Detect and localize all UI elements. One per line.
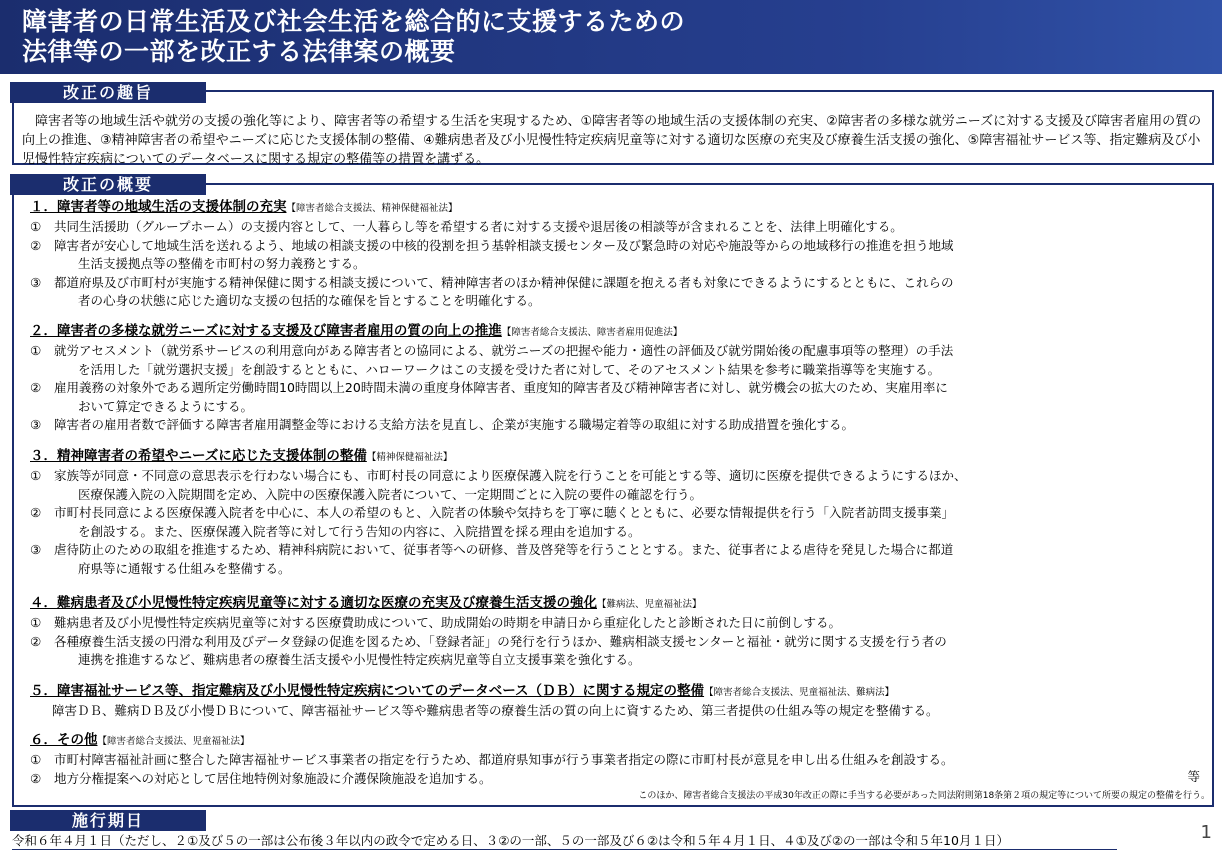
title-line-1: 障害者の日常生活及び社会生活を総合的に支援するための <box>22 7 686 36</box>
list-item: ① 市町村障害福祉計画に整合した障害福祉サービス事業者の指定を行うため、都道府県知事が行う事業者指定の際に市町村長が意見を申し出る仕組みを創設する。 <box>30 752 954 767</box>
item-6 <box>30 731 954 788</box>
item-title: ３．精神障害者の希望やニーズに応じた支援体制の整備【精神保健福祉法】 <box>30 448 453 464</box>
item-2 <box>30 322 953 435</box>
list-item: ① 就労アセスメント（就労系サービスの利用意向がある障害者との協同による、就労ニーズの把握や能力・適性の評価及び就労開始後の配慮事項等の整理）の手法 を活用した「就労選択支援」を創設するとともに、ハローワークはこの支援を受けた者に対して、そのアセスメント結果を参考に職業指導等を実施する。 <box>30 343 954 377</box>
list-item: ① 共同生活援助（グループホーム）の支援内容として、一人暮らし等を希望する者に対する支援や退居後の相談等が含まれることを、法律上明確化する。 <box>30 219 903 234</box>
footnote: このほか、障害者総合支援法の平成30年改正の際に手当する必要があった同法附則第18条第２項の規定等について所要の規定の整備を行う。 <box>638 791 1210 801</box>
law-label: 【障害者総合支援法、児童福祉法、難病法】 <box>704 687 895 698</box>
title-line-2: 法律等の一部を改正する法律案の概要 <box>22 37 456 66</box>
shiko-text: 令和６年４月１日（ただし、２①及び５の一部は公布後３年以内の政令で定める日、３②の一部、５の一部及び６②は令和５年４月１日、４①及び②の一部は令和５年10月１日） <box>12 833 1009 848</box>
nado-text: 等 <box>1187 769 1200 784</box>
shiko-underline <box>12 849 1117 850</box>
shiko-label: 施行期日 <box>10 810 206 831</box>
item-title: １．障害者等の地域生活の支援体制の充実【障害者総合支援法、精神保健福祉法】 <box>30 199 458 215</box>
shumi-text: 障害者等の地域生活や就労の支援の強化等により、障害者等の希望する生活を実現するため、①障害者等の地域生活の支援体制の充実、②障害者の多様な就労ニーズに対する支援及び障害者雇用の質の向上の推進、③精神障害者の希望やニーズに応じた支援体制の整備、④難病患者及び小児慢性特定疾病児童等に対する適切な医療の充実及び療養生活支援の強化、⑤障害福祉サービス等、指定難病及び小児慢性特定疾病についてのデータベースに関する規定の整備等の措置を講ずる。 <box>22 114 1202 167</box>
list-item: ③ 都道府県及び市町村が実施する精神保健に関する相談支援について、精神障害者のほか精神保健に課題を抱える者も対象にできるようにするとともに、これらの 者の心身の状態に応じた適切な支援の包括的な確保を旨とすることを明確化する。 <box>30 274 954 308</box>
item-4 <box>30 594 947 670</box>
item-title: ４．難病患者及び小児慢性特定疾病児童等に対する適切な医療の充実及び療養生活支援の強化【難病法、児童福祉法】 <box>30 595 702 611</box>
item-5 <box>30 682 939 721</box>
law-label: 【難病法、児童福祉法】 <box>597 599 702 610</box>
gaiyo-label: 改正の概要 <box>10 174 206 195</box>
title-banner <box>0 0 1222 74</box>
list-item: ② 地方分権提案への対応として居住地特例対象施設に介護保険施設を追加する。 <box>30 770 492 786</box>
item-3 <box>30 447 967 578</box>
item-title: ５．障害福祉サービス等、指定難病及び小児慢性特定疾病についてのデータベース（ＤＢ）に関する規定の整備【障害者総合支援法、児童福祉法、難病法】 <box>30 683 895 699</box>
law-label: 【障害者総合支援法、児童福祉法】 <box>97 736 250 747</box>
list-item: ③ 虐待防止のための取組を推進するため、精神科病院において、従事者等への研修、普及啓発等を行うこととする。また、従事者による虐待を発見した場合に都道 府県等に通報する仕組みを整備する。 <box>30 542 954 576</box>
list-item: ① 家族等が同意・不同意の意思表示を行わない場合にも、市町村長の同意により医療保護入院を行うことを可能とする等、適切に医療を提供できるようにするほか、 医療保護入院の入院期間を定め、入院中の医療保護入院者について、一定期間ごとに入院の要件の確認を行う。 <box>30 468 967 502</box>
law-label: 【障害者総合支援法、精神保健福祉法】 <box>286 203 458 214</box>
list-item: ② 市町村長同意による医療保護入院者を中心に、本人の希望のもと、入院者の体験や気持ちを丁寧に聴くとともに、必要な情報提供を行う「入院者訪問支援事業」 を創設する。また、医療保護入院者等に対して行う告知の内容に、入院措置を採る理由を追加する。 <box>30 505 955 539</box>
list-item: ③ 障害者の雇用者数で評価する障害者雇用調整金等における支給方法を見直し、企業が実施する職場定着等の取組に対する助成措置を強化する。 <box>30 417 855 432</box>
list-item: ② 各種療養生活支援の円滑な利用及びデータ登録の促進を図るため、「登録者証」の発行を行うほか、難病相談支援センターと福祉・就労に関する支援を行う者の 連携を推進するなど、難病患者の療養生活支援や小児慢性特定疾病児童等自立支援事業を強化する。 <box>30 633 947 667</box>
page-number: 1 <box>1200 822 1212 843</box>
shumi-label: 改正の趣旨 <box>10 82 206 103</box>
law-label: 【障害者総合支援法、障害者雇用促進法】 <box>501 327 683 338</box>
item-title: ６．その他【障害者総合支援法、児童福祉法】 <box>30 732 250 748</box>
item-1 <box>30 198 954 311</box>
item-title: ２．障害者の多様な就労ニーズに対する支援及び障害者雇用の質の向上の推進【障害者総合支援法、障害者雇用促進法】 <box>30 323 683 339</box>
item-5-text: 障害ＤＢ、難病ＤＢ及び小慢ＤＢについて、障害福祉サービス等や難病患者等の療養生活の質の向上に資するため、第三者提供の仕組み等の規定を整備する。 <box>52 703 939 718</box>
list-item: ② 障害者が安心して地域生活を送れるよう、地域の相談支援の中核的役割を担う基幹相談支援センター及び緊急時の対応や施設等からの地域移行の推進を担う地域 生活支援拠点等の整備を市町村の努力義務とする。 <box>30 237 954 271</box>
list-item: ② 雇用義務の対象外である週所定労働時間10時間以上20時間未満の重度身体障害者、重度知的障害者及び精神障害者に対し、就労機会の拡大のため、実雇用率に おいて算定できるようにする。 <box>30 380 948 414</box>
law-label: 【精神保健福祉法】 <box>366 452 453 463</box>
list-item: ① 難病患者及び小児慢性特定疾病児童等に対する医療費助成について、助成開始の時期を申請日から重症化したと診断された日に前倒しする。 <box>30 615 842 630</box>
